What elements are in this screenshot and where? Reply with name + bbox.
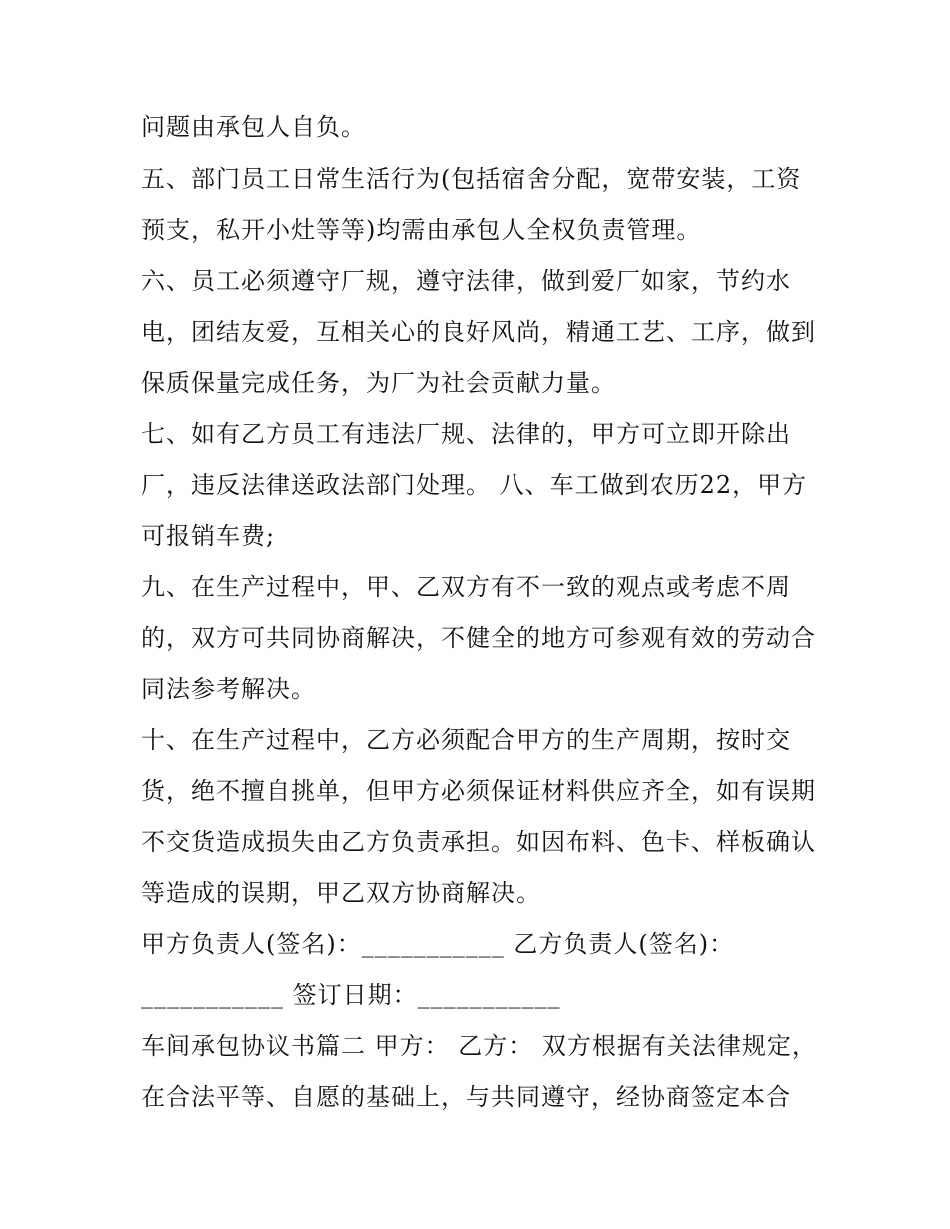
text-line: 在合法平等、自愿的基础上，与共同遵守，经协商签定本合 [141, 1083, 791, 1111]
text-line: 七、如有乙方员工有违法厂规、法律的，甲方可立即开除出 [141, 420, 791, 448]
text-line: 厂，违反法律送政法部门处理。 八、车工做到农历22，甲方 [141, 471, 808, 499]
text-line: 九、在生产过程中，甲、乙双方有不一致的观点或考虑不周 [141, 573, 791, 601]
text-line: 货，绝不擅自挑单，但甲方必须保证材料供应齐全，如有误期 [141, 777, 816, 805]
text-line: 不交货造成损失由乙方负责承担。如因布料、色卡、样板确认 [141, 828, 816, 856]
text-line: 同法参考解决。 [141, 675, 316, 703]
signature-line: 甲方负责人(签名)：___________ 乙方负责人(签名)： [141, 930, 735, 958]
text-line: 的，双方可共同协商解决，不健全的地方可参观有效的劳动合 [141, 624, 816, 652]
date-line: ___________ 签订日期：___________ [141, 981, 561, 1009]
text-line: 电，团结友爱，互相关心的良好风尚，精通工艺、工序，做到 [141, 318, 816, 346]
text-line: 六、员工必须遵守厂规，遵守法律，做到爱厂如家，节约水 [141, 267, 791, 295]
text-line: 可报销车费; [141, 522, 276, 550]
text-line: 五、部门员工日常生活行为(包括宿舍分配，宽带安装，工资 [141, 165, 802, 193]
text-line: 预支，私开小灶等等)均需由承包人全权负责管理。 [141, 216, 702, 244]
text-line: 车间承包协议书篇二 甲方： 乙方： 双方根据有关法律规定， [141, 1032, 817, 1060]
text-line: 十、在生产过程中，乙方必须配合甲方的生产周期，按时交 [141, 726, 791, 754]
text-line: 保质保量完成任务，为厂为社会贡献力量。 [141, 369, 616, 397]
text-line: 问题由承包人自负。 [141, 113, 366, 141]
text-line: 等造成的误期，甲乙双方协商解决。 [141, 879, 541, 907]
